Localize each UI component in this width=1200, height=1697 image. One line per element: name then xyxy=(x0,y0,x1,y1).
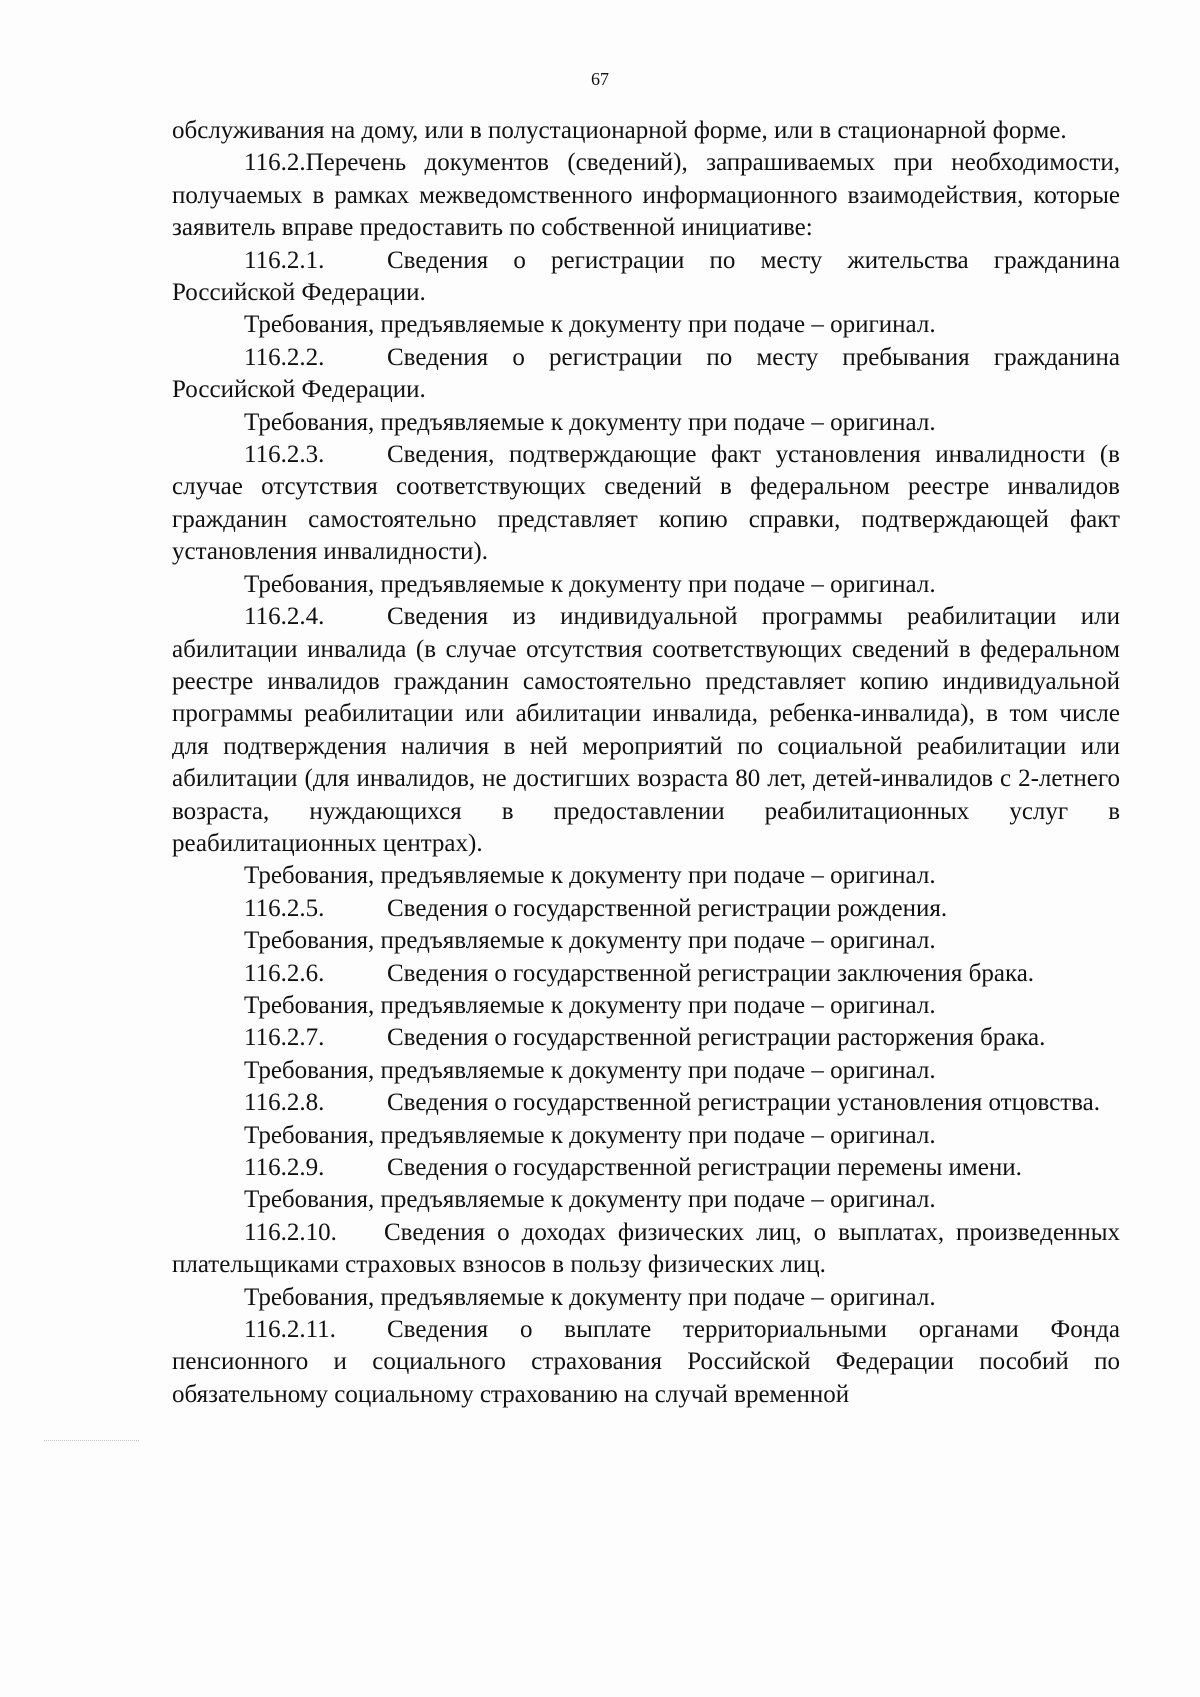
item-116-2-6 xyxy=(172,958,1120,990)
paragraph-116-2: 116.2.Перечень документов (сведений), запрашиваемых при необходимости, получаемых в рамках межведомственного информационного взаимодействия, которые заявитель вправе предоставить по собственной инициативе: xyxy=(172,149,1120,242)
item-116-2-5 xyxy=(172,893,1120,925)
item-number: 116.2.4. xyxy=(244,603,325,631)
item-number: 116.2.5. xyxy=(244,894,325,922)
item-number: 116.2.8. xyxy=(244,1089,325,1117)
item-text: Сведения о государственной регистрации перемены имени. xyxy=(387,1154,1022,1181)
item-116-2-4 xyxy=(172,601,1120,860)
item-text: Сведения о выплате территориальными органами Фонда пенсионного и социального страхования Российской Федерации пособий по обязательному социальному страхованию на случай временной xyxy=(172,1316,1120,1408)
item-number: 116.2.1. xyxy=(244,246,325,274)
item-number: 116.2.9. xyxy=(244,1154,325,1181)
item-number: 116.2.3. xyxy=(244,441,325,469)
requirement-text: Требования, предъявляемые к документу при подаче – оригинал. xyxy=(244,570,936,598)
requirement-text: Требования, предъявляемые к документу при подаче – оригинал. xyxy=(244,408,936,436)
document-body xyxy=(172,115,1120,1411)
requirement-text: Требования, предъявляемые к документу при подаче – оригинал. xyxy=(244,1056,936,1084)
requirement-text: Требования, предъявляемые к документу при подаче – оригинал. xyxy=(244,1186,936,1214)
page-number: 67 xyxy=(591,69,609,89)
item-text: Сведения о регистрации по месту пребывания гражданина Российской Федерации. xyxy=(172,343,1120,404)
item-text: Сведения о государственной регистрации установления отцовства. xyxy=(387,1089,1100,1117)
item-116-2-8 xyxy=(172,1087,1120,1119)
item-text: Сведения о государственной регистрации расторжения брака. xyxy=(387,1024,1046,1052)
item-text: Сведения из индивидуальной программы реабилитации или абилитации инвалида (в случае отсутствия соответствующих сведений в федеральном реестре инвалидов гражданин самостоятельно представляет копию индивидуальной программы реабилитации или абилитации инвалида, ребенка-инвалида), в том числе для подтверждения наличия в ней мероприятий по социальной реабилитации или абилитации (для инвалидов, не достигших возраста 80 лет, детей-инвалидов с 2-летнего возраста, нуждающихся в предоставлении реабилитационных услуг в реабилитационных центрах). xyxy=(172,603,1120,857)
paragraph-continuation: обслуживания на дому, или в полустационарной форме, или в стационарной форме. xyxy=(172,117,1067,144)
item-116-2-9 xyxy=(172,1152,1120,1184)
item-number: 116.2.6. xyxy=(244,959,325,987)
item-text: Сведения о доходах физических лиц, о выплатах, произведенных плательщиками страховых взносов в пользу физических лиц. xyxy=(172,1218,1120,1279)
item-number: 116.2.2. xyxy=(244,343,325,371)
item-116-2-1 xyxy=(172,245,1120,310)
item-text: Сведения о регистрации по месту жительства гражданина Российской Федерации. xyxy=(172,246,1120,307)
scan-artifact xyxy=(44,1440,139,1441)
requirement-text: Требования, предъявляемые к документу при подаче – оригинал. xyxy=(244,311,936,339)
requirement-text: Требования, предъявляемые к документу при подаче – оригинал. xyxy=(244,991,936,1019)
item-116-2-10 xyxy=(172,1217,1120,1282)
requirement-text: Требования, предъявляемые к документу при подаче – оригинал. xyxy=(244,1283,936,1311)
requirement-text: Требования, предъявляемые к документу при подаче – оригинал. xyxy=(244,862,936,890)
requirement-text: Требования, предъявляемые к документу при подаче – оригинал. xyxy=(244,1121,936,1149)
item-number: 116.2.11. xyxy=(244,1316,336,1344)
item-text: Сведения о государственной регистрации заключения брака. xyxy=(387,959,1035,987)
item-text: Сведения о государственной регистрации рождения. xyxy=(387,894,948,922)
requirement-text: Требования, предъявляемые к документу при подаче – оригинал. xyxy=(244,927,936,955)
item-number: 116.2.10. xyxy=(244,1218,337,1246)
item-116-2-11 xyxy=(172,1314,1120,1411)
item-116-2-3 xyxy=(172,439,1120,569)
item-text: Сведения, подтверждающие факт установления инвалидности (в случае отсутствия соответствующих сведений в федеральном реестре инвалидов гражданин самостоятельно представляет копию справки, подтверждающей факт установления инвалидности). xyxy=(172,441,1120,566)
item-116-2-7 xyxy=(172,1022,1120,1054)
item-number: 116.2.7. xyxy=(244,1024,325,1052)
item-116-2-2 xyxy=(172,342,1120,407)
